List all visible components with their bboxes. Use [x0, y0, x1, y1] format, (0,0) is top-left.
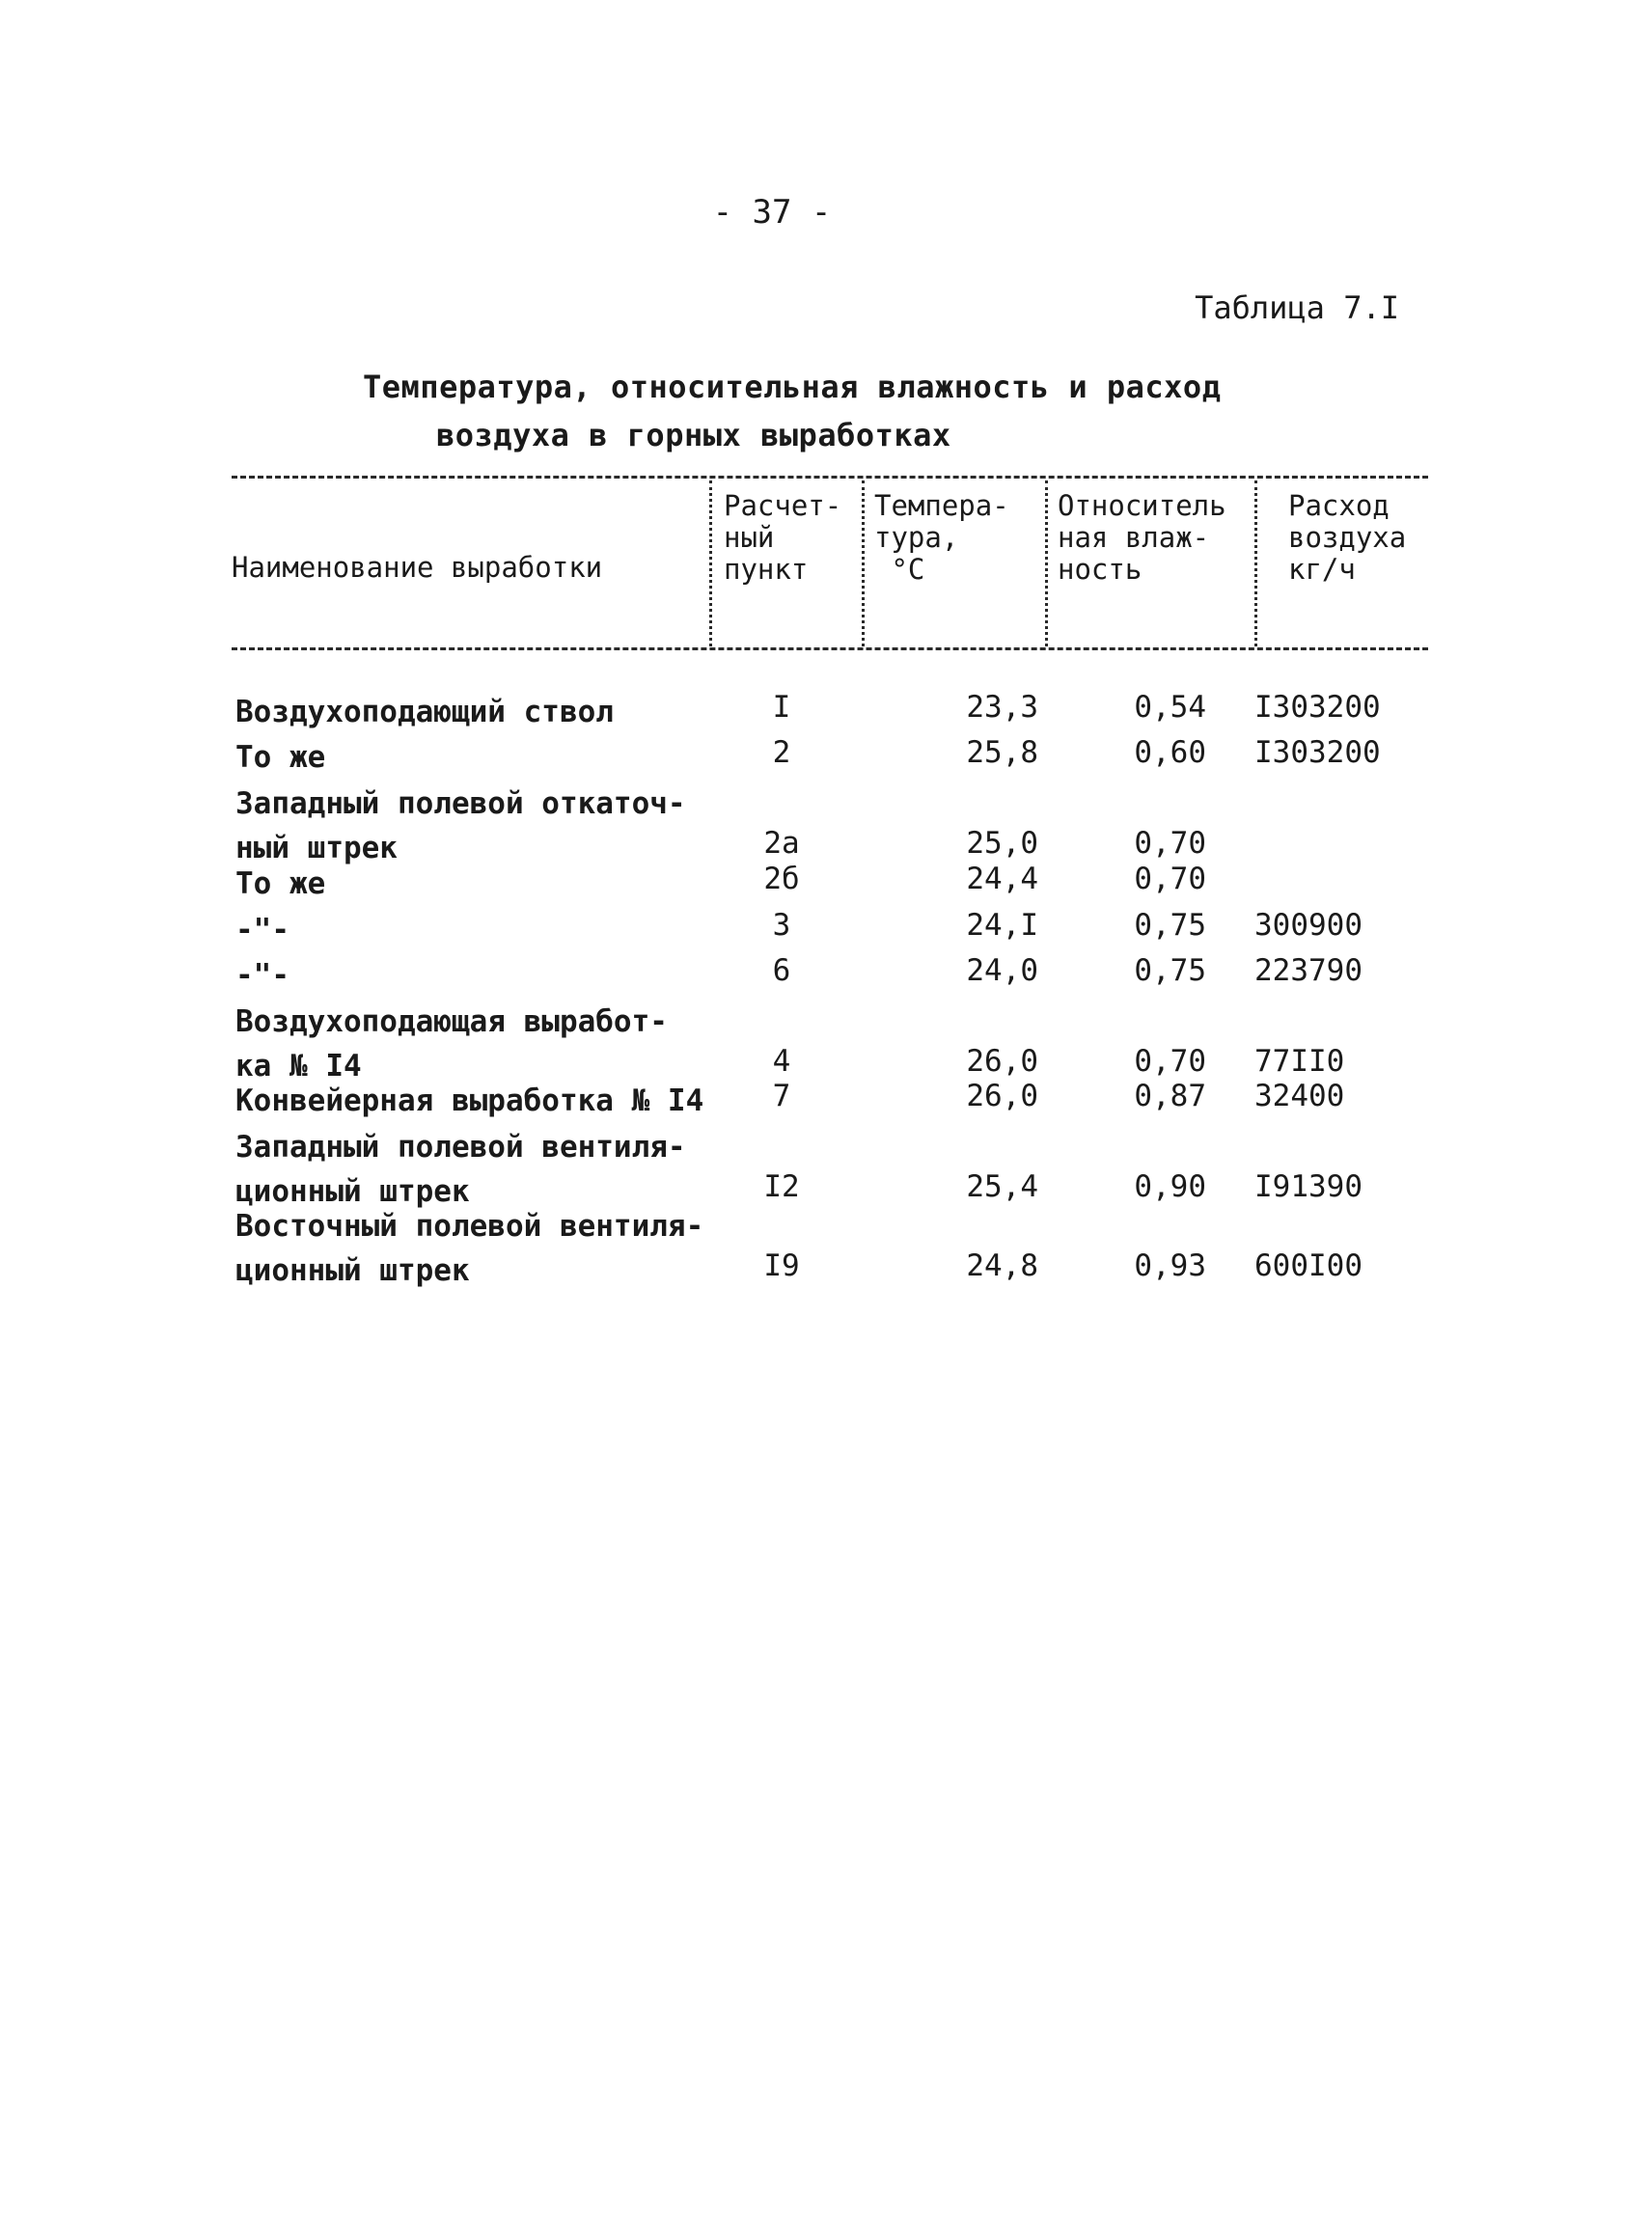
row-name: Воздухоподающий ствол: [235, 695, 614, 729]
header-temperature: Темпера- тура, °C: [874, 489, 1009, 586]
row-name: Западный полевой вентиля- ционный штрек: [235, 1130, 686, 1209]
header-humidity: Относитель ная влаж- ность: [1058, 489, 1226, 586]
row-point: 6: [772, 953, 791, 988]
header-point: Расчет- ный пункт: [724, 489, 842, 586]
table-title-line-1: Температура, относительная влажность и расход: [363, 369, 1222, 405]
row-point: 2: [772, 735, 791, 770]
row-humidity: 0,60: [1134, 735, 1206, 770]
row-temperature: 24,0: [966, 953, 1038, 988]
row-temperature: 26,0: [966, 1044, 1038, 1079]
row-temperature: 24,8: [966, 1248, 1038, 1283]
row-name: -"-: [235, 913, 289, 947]
row-airflow: I303200: [1254, 690, 1381, 725]
row-point: 2б: [763, 862, 800, 896]
row-airflow: 77II0: [1254, 1044, 1345, 1079]
row-temperature: 24,4: [966, 862, 1038, 896]
page-number: - 37 -: [712, 193, 832, 232]
header-name: Наименование выработки: [232, 551, 603, 584]
row-point: I9: [763, 1248, 800, 1283]
table-top-rule: [232, 476, 1428, 479]
row-point: 3: [772, 908, 791, 943]
row-temperature: 26,0: [966, 1079, 1038, 1113]
row-temperature: 25,4: [966, 1169, 1038, 1204]
column-separator: [1045, 480, 1048, 646]
row-airflow: I91390: [1254, 1169, 1363, 1204]
row-airflow: 600I00: [1254, 1248, 1363, 1283]
row-point: 7: [772, 1079, 791, 1113]
row-name: То же: [235, 740, 326, 775]
row-humidity: 0,54: [1134, 690, 1206, 725]
row-humidity: 0,93: [1134, 1248, 1206, 1283]
row-humidity: 0,70: [1134, 826, 1206, 861]
row-temperature: 23,3: [966, 690, 1038, 725]
row-humidity: 0,70: [1134, 1044, 1206, 1079]
row-temperature: 24,I: [966, 908, 1038, 943]
row-humidity: 0,87: [1134, 1079, 1206, 1113]
row-name: То же: [235, 866, 326, 901]
table-title-line-2: воздуха в горных выработках: [436, 417, 951, 453]
row-humidity: 0,75: [1134, 908, 1206, 943]
column-separator: [862, 480, 865, 646]
header-airflow: Расход воздуха кг/ч: [1288, 489, 1407, 586]
row-point: I2: [763, 1169, 800, 1204]
row-point: 4: [772, 1044, 791, 1079]
row-airflow: 32400: [1254, 1079, 1345, 1113]
row-humidity: 0,70: [1134, 862, 1206, 896]
row-point: I: [772, 690, 791, 725]
header-bottom-rule: [232, 647, 1428, 650]
column-separator: [709, 480, 712, 646]
row-humidity: 0,75: [1134, 953, 1206, 988]
row-name: Конвейерная выработка № I4: [235, 1084, 704, 1118]
row-name: Восточный полевой вентиля- ционный штрек: [235, 1209, 704, 1288]
row-name: -"-: [235, 958, 289, 993]
row-airflow: I303200: [1254, 735, 1381, 770]
row-name: Воздухоподающая выработ- ка № I4: [235, 1004, 668, 1084]
row-airflow: 223790: [1254, 953, 1363, 988]
row-humidity: 0,90: [1134, 1169, 1206, 1204]
row-airflow: 300900: [1254, 908, 1363, 943]
table-label: Таблица 7.I: [1195, 289, 1399, 326]
row-temperature: 25,8: [966, 735, 1038, 770]
row-point: 2а: [763, 826, 800, 861]
row-temperature: 25,0: [966, 826, 1038, 861]
row-name: Западный полевой откаточ- ный штрек: [235, 786, 686, 865]
column-separator: [1254, 480, 1257, 646]
